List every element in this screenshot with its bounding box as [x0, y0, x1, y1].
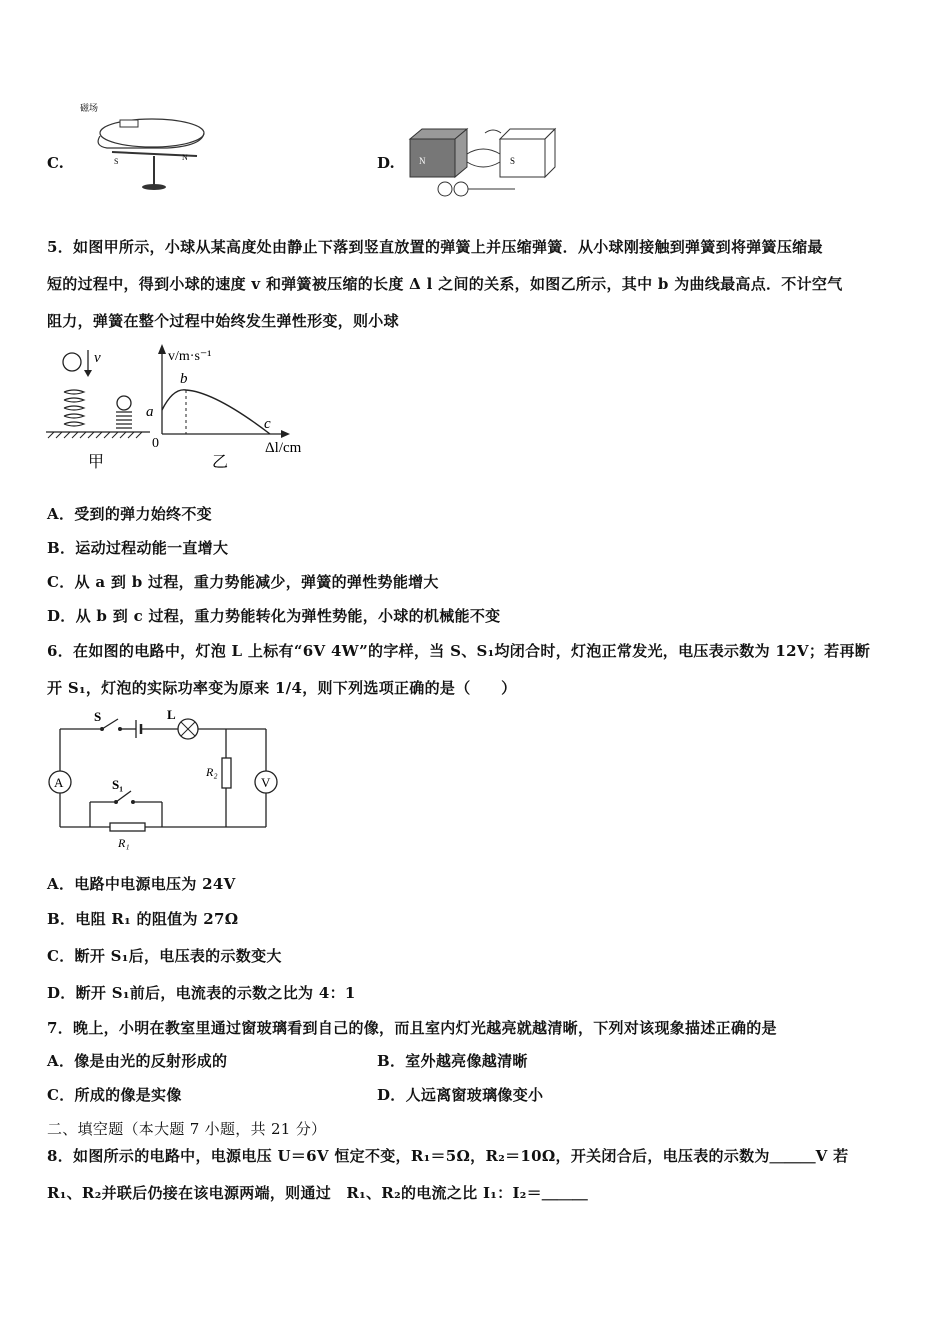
fig-c-point-label: c — [264, 416, 271, 432]
q6-stem-line-2: 开 S₁，灯泡的实际功率变为原来 1/4，则下列选项正确的是（ ） — [47, 679, 517, 697]
fig-yaxis-label: v/m·s⁻¹ — [168, 349, 212, 364]
q5-figure — [40, 340, 330, 475]
q5-option-b: B．运动过程动能一直增大 — [47, 539, 229, 557]
option-c-label: C. — [47, 154, 64, 172]
fig-c-label: 磁场 — [80, 103, 99, 113]
q5-option-d: D．从 b 到 c 过程，重力势能转化为弹性势能，小球的机械能不变 — [47, 607, 501, 625]
q7-option-b: B．室外越亮像越清晰 — [377, 1052, 528, 1070]
q8-stem-line-1: 8．如图所示的电路中，电源电压 U＝6V 恒定不变，R₁＝5Ω，R₂＝10Ω，开关闭合后，电压表的示数为＿＿＿V 若 — [47, 1147, 849, 1165]
q8-stem-line-2: R₁、R₂并联后仍接在该电源两端，则通过 R₁、R₂的电流之比 I₁：I₂＝＿＿＿ — [47, 1184, 588, 1202]
fig-switch-s-label: S — [94, 709, 102, 724]
q6-option-c: C．断开 S₁后，电压表的示数变大 — [47, 947, 282, 965]
q6-option-b: B．电阻 R₁ 的阻值为 27Ω — [47, 910, 239, 928]
q7-option-a: A．像是由光的反射形成的 — [47, 1052, 228, 1070]
fig-d-s: S — [510, 156, 516, 166]
q7-option-d: D．人远离窗玻璃像变小 — [377, 1086, 544, 1104]
q7-stem: 7．晚上，小明在教室里通过窗玻璃看到自己的像，而且室内灯光越亮就越清晰，下列对该现象描述正确的是 — [47, 1019, 777, 1037]
q5-option-a: A．受到的弹力始终不变 — [47, 505, 212, 523]
option-d-figure — [405, 124, 560, 204]
fig-v-label: v — [94, 350, 101, 366]
fig-origin-label: 0 — [152, 436, 159, 451]
option-d-label: D. — [377, 154, 395, 172]
q6-option-a: A．电路中电源电压为 24V — [47, 875, 236, 893]
fig-switch-s1-label: S₁ — [112, 777, 124, 792]
fig-d-n: N — [419, 156, 426, 166]
fig-xaxis-label: Δl/cm — [265, 440, 302, 456]
fig-a-label: a — [146, 404, 154, 420]
q7-option-c: C．所成的像是实像 — [47, 1086, 182, 1104]
q6-option-d: D．断开 S₁前后，电流表的示数之比为 4：1 — [47, 984, 356, 1002]
q6-circuit-figure — [40, 707, 285, 852]
fig-ammeter-label: A — [54, 775, 64, 790]
q5-stem-line-2: 短的过程中，得到小球的速度 v 和弹簧被压缩的长度 Δ l 之间的关系，如图乙所示，其中 b 为曲线最高点．不计空气 — [47, 275, 843, 293]
fig-jia-label: 甲 — [88, 454, 105, 471]
fig-voltmeter-label: V — [261, 775, 271, 790]
q5-option-c: C．从 a 到 b 过程，重力势能减少，弹簧的弹性势能增大 — [47, 573, 439, 591]
fig-yi-label: 乙 — [212, 454, 229, 471]
option-c-figure — [72, 98, 212, 198]
section-title: 二、填空题（本大题 7 小题，共 21 分） — [47, 1120, 327, 1138]
fig-c-s: S — [114, 157, 119, 166]
fig-b-label: b — [180, 371, 188, 387]
q5-stem-line-1: 5．如图甲所示，小球从某高度处由静止下落到竖直放置的弹簧上并压缩弹簧．从小球刚接触到弹簧到将弹簧压缩最 — [47, 238, 823, 256]
fig-r2-label: R₂ — [206, 765, 218, 779]
q6-stem-line-1: 6．在如图的电路中，灯泡 L 上标有“6V 4W”的字样，当 S、S₁均闭合时，灯泡正常发光，电压表示数为 12V；若再断 — [47, 642, 871, 660]
fig-lamp-l-label: L — [167, 707, 176, 722]
q5-stem-line-3: 阻力，弹簧在整个过程中始终发生弹性形变，则小球 — [47, 312, 399, 330]
fig-c-n: N — [182, 153, 188, 162]
fig-r1-label: R₁ — [118, 836, 130, 850]
